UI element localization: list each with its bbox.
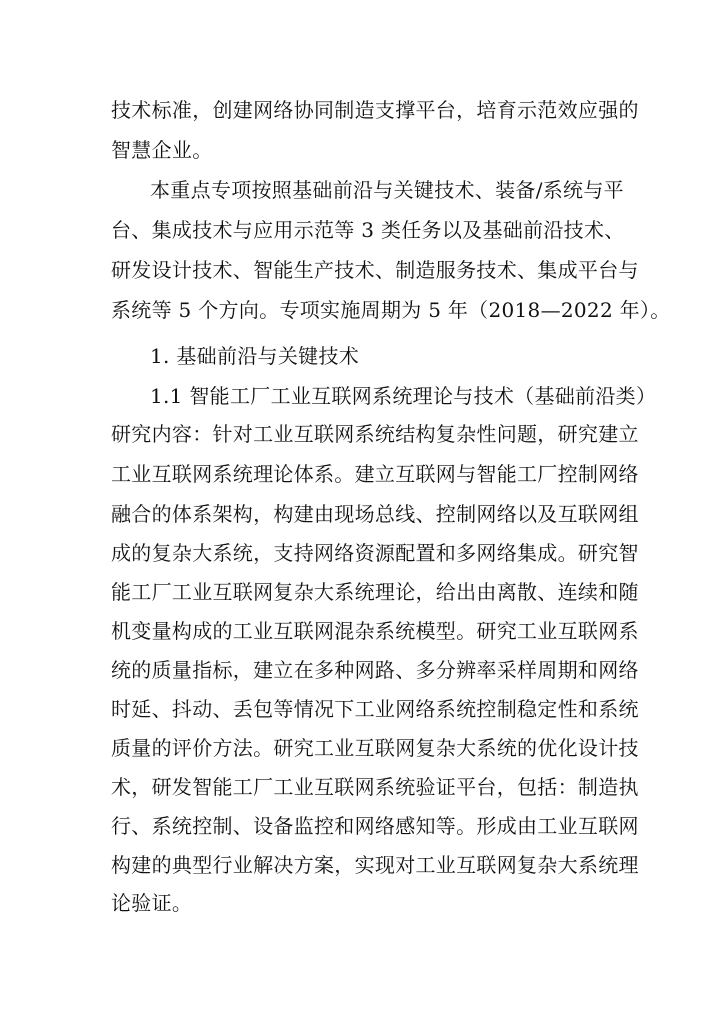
paragraph-line: 时延、抖动、丢包等情况下工业网络系统控制稳定性和系统 (111, 697, 639, 721)
paragraph-line: 系统等 5 个方向。专项实施周期为 5 年（2018—2022 年）。 (111, 298, 671, 322)
paragraph-line: 统的质量指标，建立在多种网路、多分辨率采样周期和网络 (111, 658, 639, 682)
paragraph-line: 研究内容：针对工业互联网系统结构复杂性问题，研究建立 (111, 422, 639, 446)
paragraph-line: 智慧企业。 (111, 138, 213, 162)
paragraph-line: 技术标准，创建网络协同制造支撑平台，培育示范效应强的 (111, 98, 639, 122)
paragraph-line: 融合的体系架构，构建由现场总线、控制网络以及互联网组 (111, 502, 639, 526)
paragraph-line: 机变量构成的工业互联网混杂系统模型。研究工业互联网系 (111, 619, 639, 643)
paragraph-line: 论验证。 (111, 891, 193, 915)
paragraph-line: 工业互联网系统理论体系。建立互联网与智能工厂控制网络 (111, 462, 639, 486)
paragraph-line: 研发设计技术、智能生产技术、制造服务技术、集成平台与 (111, 258, 639, 282)
subsection-heading: 1.1 智能工厂工业互联网系统理论与技术（基础前沿类） (150, 384, 657, 408)
paragraph-line: 能工厂工业互联网复杂大系统理论，给出由离散、连续和随 (111, 580, 639, 604)
paragraph-line: 本重点专项按照基础前沿与关键技术、装备/系统与平 (150, 178, 624, 202)
paragraph-line: 质量的评价方法。研究工业互联网复杂大系统的优化设计技 (111, 736, 639, 760)
section-heading: 1. 基础前沿与关键技术 (150, 344, 360, 368)
paragraph-line: 成的复杂大系统，支持网络资源配置和多网络集成。研究智 (111, 541, 639, 565)
paragraph-line: 术，研发智能工厂工业互联网系统验证平台，包括：制造执 (111, 775, 639, 799)
paragraph-line: 台、集成技术与应用示范等 3 类任务以及基础前沿技术、 (111, 218, 625, 242)
paragraph-line: 构建的典型行业解决方案，实现对工业互联网复杂大系统理 (111, 853, 639, 877)
paragraph-line: 行、系统控制、设备监控和网络感知等。形成由工业互联网 (111, 814, 639, 838)
